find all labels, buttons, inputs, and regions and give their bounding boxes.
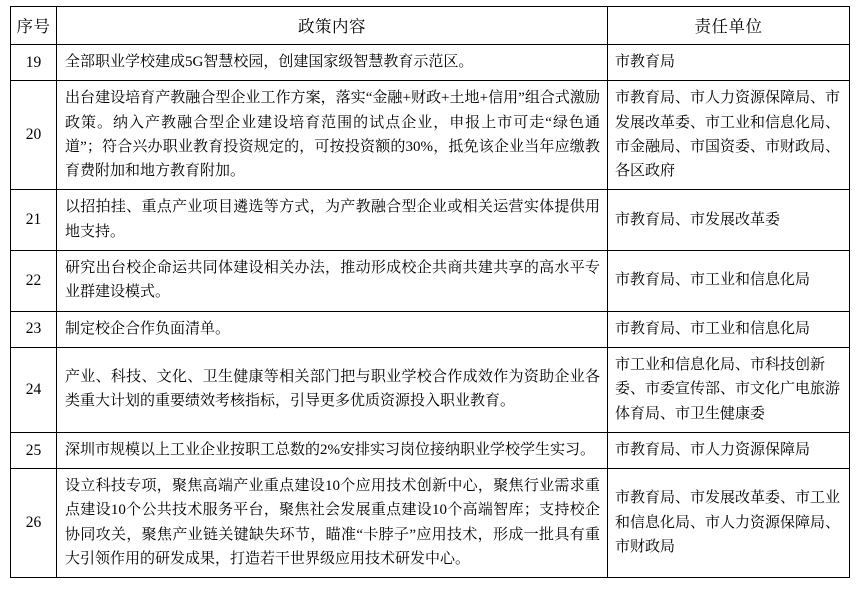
row-unit-text: 市教育局、市发展改革委、市工业和信息化局、市人力资源保障局、市财政局 bbox=[615, 490, 841, 555]
table-row bbox=[11, 347, 850, 432]
row-unit-text: 市教育局、市工业和信息化局 bbox=[615, 320, 811, 337]
column-header-content: 政策内容 bbox=[57, 7, 608, 45]
row-unit-text: 市教育局 bbox=[615, 54, 676, 70]
row-unit bbox=[608, 190, 850, 251]
row-content-text: 深圳市规模以上工业企业按职工总数的2%安排实习岗位接纳职业学校学生实习。 bbox=[65, 441, 595, 458]
table-row bbox=[11, 432, 850, 468]
table-header-row bbox=[11, 7, 850, 45]
row-unit-text: 市教育局、市人力资源保障局、市发展改革委、市工业和信息化局、市金融局、市国资委、市财政局、各区政府 bbox=[615, 90, 841, 180]
row-content-text: 设立科技专项，聚焦高端产业重点建设10个应用技术创新中心，聚焦行业需求重点建设10个公共技术服务平台，聚焦社会发展重点建设10个高端智库；支持校企协同攻关，聚焦产业链关键缺失环节，瞄准“卡脖子”应用技术，形成一批具有重大引领作用的研发成果，打造若干世界级应用技术研发中心。 bbox=[65, 478, 600, 568]
row-unit-text: 市教育局、市人力资源保障局 bbox=[615, 441, 811, 458]
table-row bbox=[11, 190, 850, 251]
row-unit-text: 市教育局、市发展改革委 bbox=[615, 211, 781, 228]
column-header-no: 序号 bbox=[11, 7, 57, 45]
row-unit bbox=[608, 251, 850, 312]
row-content bbox=[57, 190, 608, 251]
row-unit bbox=[608, 469, 850, 578]
table-row bbox=[11, 311, 850, 347]
row-content-text: 以招拍挂、重点产业项目遴选等方式，为产教融合型企业或相关运营实体提供用地支持。 bbox=[65, 199, 600, 240]
column-header-unit: 责任单位 bbox=[608, 7, 850, 45]
table-body bbox=[11, 45, 850, 578]
table-row bbox=[11, 81, 850, 190]
row-number: 25 bbox=[11, 432, 57, 468]
row-number: 19 bbox=[11, 45, 57, 81]
row-unit bbox=[608, 81, 850, 190]
row-unit bbox=[608, 432, 850, 468]
row-number: 24 bbox=[11, 347, 57, 432]
row-unit bbox=[608, 347, 850, 432]
row-content bbox=[57, 311, 608, 347]
row-content-text: 制定校企合作负面清单。 bbox=[65, 320, 231, 337]
table-row bbox=[11, 45, 850, 81]
row-number: 26 bbox=[11, 469, 57, 578]
row-unit bbox=[608, 311, 850, 347]
row-number: 20 bbox=[11, 81, 57, 190]
table-row bbox=[11, 251, 850, 312]
row-content bbox=[57, 45, 608, 81]
row-content bbox=[57, 81, 608, 190]
row-unit bbox=[608, 45, 850, 81]
row-content bbox=[57, 469, 608, 578]
row-content-text: 产业、科技、文化、卫生健康等相关部门把与职业学校合作成效作为资助企业各类重大计划的重要绩效考核指标，引导更多优质资源投入职业教育。 bbox=[65, 369, 600, 410]
row-number: 22 bbox=[11, 251, 57, 312]
row-unit-text: 市教育局、市工业和信息化局 bbox=[615, 272, 811, 289]
table-row bbox=[11, 469, 850, 578]
row-content bbox=[57, 251, 608, 312]
table-header bbox=[11, 7, 850, 45]
row-content bbox=[57, 347, 608, 432]
row-content bbox=[57, 432, 608, 468]
row-unit-text: 市工业和信息化局、市科技创新委、市委宣传部、市文化广电旅游体育局、市卫生健康委 bbox=[615, 356, 841, 422]
row-content-text: 全部职业学校建成5G智慧校园，创建国家级智慧教育示范区。 bbox=[65, 54, 474, 70]
row-content-text: 出台建设培育产教融合型企业工作方案，落实“金融+财政+土地+信用”组合式激励政策。纳入产教融合型企业建设培育范围的试点企业，申报上市可走“绿色通道”；符合兴办职业教育投资规定的，可按投资额的30%，抵免该企业当年应缴教育费附加和地方教育附加。 bbox=[65, 90, 600, 180]
row-number: 21 bbox=[11, 190, 57, 251]
policy-table bbox=[10, 6, 850, 578]
row-number: 23 bbox=[11, 311, 57, 347]
row-content-text: 研究出台校企命运共同体建设相关办法，推动形成校企共商共建共享的高水平专业群建设模式。 bbox=[65, 260, 600, 301]
